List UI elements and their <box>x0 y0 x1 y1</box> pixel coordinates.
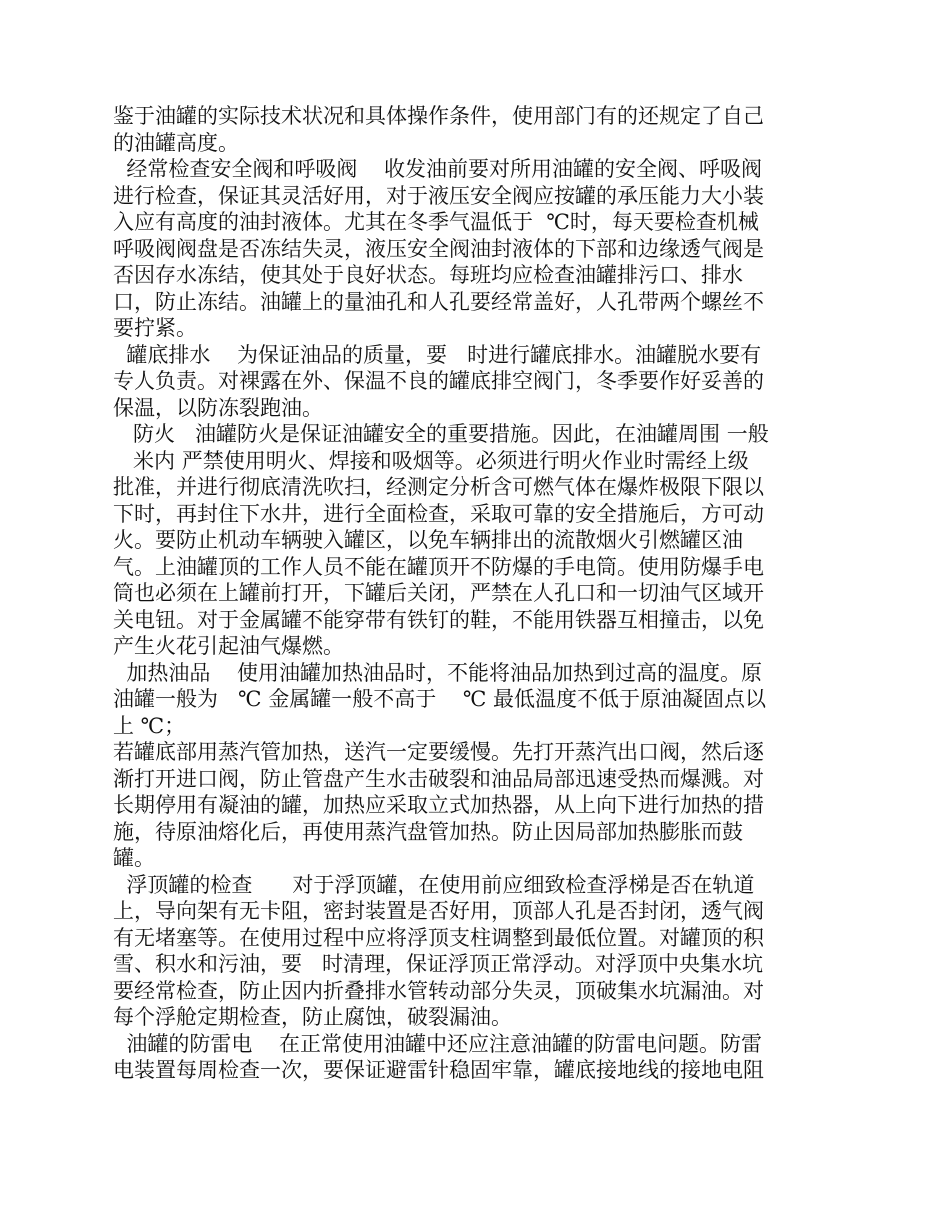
text-line: 加热油品 使用油罐加热油品时，不能将油品加热到过高的温度。原 <box>113 660 763 685</box>
text-line: 防火 油罐防火是保证油罐安全的重要措施。因此，在油罐周围 一般 <box>113 422 769 446</box>
text-line: 进行检查，保证其灵活好用，对于液压安全阀应按罐的承压能力大小装 <box>113 183 764 208</box>
text-line: 渐打开进口阀，防止管盘产生水击破裂和油品局部迅速受热而爆溅。对 <box>113 766 764 791</box>
text-line: 筒也必须在上罐前打开，下罐后关闭，严禁在人孔口和一切油气区域开 <box>113 581 764 605</box>
text-line: 米内 严禁使用明火、焊接和吸烟等。必须进行明火作业时需经上级 <box>113 448 749 473</box>
text-line: 火。要防止机动车辆驶入罐区，以免车辆排出的流散烟火引燃罐区油 <box>113 528 743 552</box>
text-line: 的油罐高度。 <box>113 130 239 155</box>
text-line: 产生火花引起油气爆燃。 <box>113 634 344 658</box>
text-line: 专人负责。对裸露在外、保温不良的罐底排空阀门，冬季要作好妥善的 <box>113 369 764 393</box>
text-line: 油罐的防雷电 在正常使用油罐中还应注意油罐的防雷电问题。防雷 <box>113 1031 763 1056</box>
text-line: 每个浮舱定期检查，防止腐蚀，破裂漏油。 <box>113 1005 512 1029</box>
text-line: 上，导向架有无卡阻，密封装置是否好用，顶部人孔是否封闭，透气阀 <box>113 899 764 923</box>
text-line: 呼吸阀阀盘是否冻结失灵，液压安全阀油封液体的下部和边缘透气阀是 <box>113 236 764 261</box>
text-line: 电装置每周检查一次，要保证避雷针稳固牢靠，罐底接地线的接地电阻 <box>113 1058 764 1082</box>
text-line: 下时，再封住下水井，进行全面检查，采取可靠的安全措施后，方可动 <box>113 501 764 526</box>
text-line: 否因存水冻结，使其处于良好状态。每班均应检查油罐排污口、排水 <box>113 263 743 287</box>
document-body <box>113 103 843 1084</box>
text-line: 鉴于油罐的实际技术状况和具体操作条件，使用部门有的还规定了自己 <box>113 104 764 128</box>
text-line: 油罐一般为 ℃ 金属罐一般不高于 ℃ 最低温度不低于原油凝固点以 <box>113 687 767 711</box>
text-line: 入应有高度的油封液体。尤其在冬季气温低于 ℃时，每天要检查机械 <box>113 210 759 234</box>
text-line: 若罐底部用蒸汽管加热，送汽一定要缓慢。先打开蒸汽出口阀，然后逐 <box>113 740 764 764</box>
text-line: 要拧紧。 <box>113 316 197 340</box>
text-line: 长期停用有凝油的罐，加热应采取立式加热器，从上向下进行加热的措 <box>113 793 764 817</box>
text-line: 浮顶罐的检查 对于浮顶罐，在使用前应细致检查浮梯是否在轨道 <box>113 872 755 897</box>
text-line: 施，待原油熔化后，再使用蒸汽盘管加热。防止因局部加热膨胀而鼓 <box>113 819 743 844</box>
text-line: 保温，以防冻裂跑油。 <box>113 395 323 420</box>
text-line: 关电钮。对于金属罐不能穿带有铁钉的鞋，不能用铁器互相撞击，以免 <box>113 607 764 632</box>
text-line: 要经常检查，防止因内折叠排水管转动部分失灵，顶破集水坑漏油。对 <box>113 978 764 1003</box>
text-line: 罐。 <box>113 846 155 870</box>
text-line: 气。上油罐顶的工作人员不能在罐顶开不防爆的手电筒。使用防爆手电 <box>113 554 764 579</box>
text-line: 雪、积水和污油，要 时清理，保证浮顶正常浮动。对浮顶中央集水坑 <box>113 952 764 976</box>
text-line: 经常检查安全阀和呼吸阀 收发油前要对所用油罐的安全阀、呼吸阀 <box>113 157 763 181</box>
text-line: 批准，并进行彻底清洗吹扫，经测定分析含可燃气体在爆炸极限下限以 <box>113 475 764 499</box>
text-line: 上 ℃； <box>113 713 186 738</box>
text-line: 有无堵塞等。在使用过程中应将浮顶支柱调整到最低位置。对罐顶的积 <box>113 925 764 950</box>
text-line: 口，防止冻结。油罐上的量油孔和人孔要经常盖好，人孔带两个螺丝不 <box>113 289 764 314</box>
text-line: 罐底排水 为保证油品的质量，要 时进行罐底排水。油罐脱水要有 <box>113 342 762 367</box>
